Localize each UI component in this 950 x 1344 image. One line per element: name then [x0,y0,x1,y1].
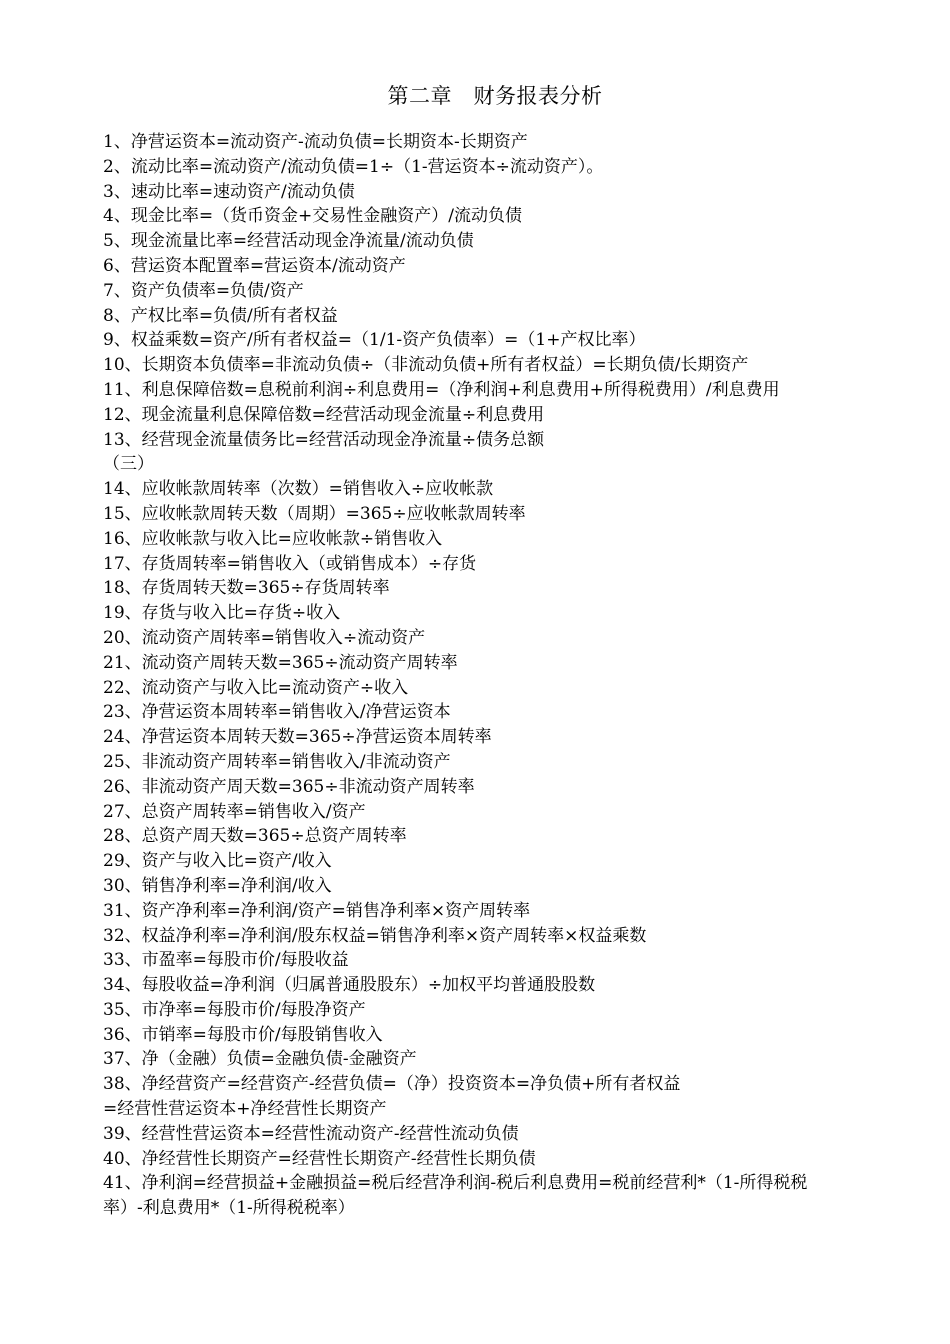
formula-line: 5、现金流量比率=经营活动现金净流量/流动负债 [103,231,474,252]
formula-line: 15、应收帐款周转天数（周期）=365÷应收帐款周转率 [103,503,526,524]
formula-line: 2、流动比率=流动资产/流动负债=1÷（1-营运资本÷流动资产）。 [103,156,604,177]
formula-line: 7、资产负债率=负债/资产 [103,280,304,301]
formula-line: 23、净营运资本周转率=销售收入/净营运资本 [103,702,451,723]
formula-line: 14、应收帐款周转率（次数）=销售收入÷应收帐款 [103,479,494,500]
formula-line: 27、总资产周转率=销售收入/资产 [103,801,366,822]
formula-line: 10、长期资本负债率=非流动负债÷（非流动负债+所有者权益）=长期负债/长期资产 [103,355,749,376]
formula-line: 26、非流动资产周天数=365÷非流动资产周转率 [103,776,475,797]
formula-line: 30、销售净利率=净利润/收入 [103,875,332,896]
page-title: 第二章 财务报表分析 [387,84,603,108]
formula-line: 13、经营现金流量债务比=经营活动现金净流量÷债务总额 [103,429,545,450]
formula-line: 33、市盈率=每股市价/每股收益 [103,950,349,971]
formula-continuation: 率）-利息费用*（1-所得税税率） [103,1198,355,1219]
formula-continuation: =经营性营运资本+净经营性长期资产 [103,1099,387,1120]
formula-line: 21、流动资产周转天数=365÷流动资产周转率 [103,652,458,673]
formula-line: 12、现金流量利息保障倍数=经营活动现金流量÷利息费用 [103,404,545,425]
formula-line: 25、非流动资产周转率=销售收入/非流动资产 [103,751,451,772]
formula-line: 31、资产净利率=净利润/资产=销售净利率×资产周转率 [103,900,531,921]
formula-line: 40、净经营性长期资产=经营性长期资产-经营性长期负债 [103,1148,536,1169]
formula-line: 4、现金比率=（货币资金+交易性金融资产）/流动负债 [103,206,523,227]
section-heading: （三） [103,454,154,475]
formula-line: 41、净利润=经营损益+金融损益=税后经营净利润-税后利息费用=税前经营利*（1-所得税税 [103,1173,808,1194]
formula-line: 16、应收帐款与收入比=应收帐款÷销售收入 [103,528,443,549]
formula-line: 6、营运资本配置率=营运资本/流动资产 [103,255,406,276]
formula-line: 9、权益乘数=资产/所有者权益=（1/1-资产负债率）=（1+产权比率） [103,330,646,351]
formula-line: 24、净营运资本周转天数=365÷净营运资本周转率 [103,727,492,748]
formula-line: 20、流动资产周转率=销售收入÷流动资产 [103,627,426,648]
formula-line: 34、每股收益=净利润（归属普通股股东）÷加权平均普通股股数 [103,975,596,996]
formula-line: 1、净营运资本=流动资产-流动负债=长期资本-长期资产 [103,132,528,152]
formula-list [103,130,903,1221]
formula-line: 32、权益净利率=净利润/股东权益=销售净利率×资产周转率×权益乘数 [103,925,647,946]
formula-line: 36、市销率=每股市价/每股销售收入 [103,1024,383,1045]
formula-line: 38、净经营资产=经营资产-经营负债=（净）投资资本=净负债+所有者权益 [103,1074,681,1095]
formula-line: 22、流动资产与收入比=流动资产÷收入 [103,677,409,698]
formula-line: 11、利息保障倍数=息税前利润÷利息费用=（净利润+利息费用+所得税费用）/利息费用 [103,379,780,400]
formula-line: 37、净（金融）负债=金融负债-金融资产 [103,1049,417,1070]
formula-line: 19、存货与收入比=存货÷收入 [103,603,341,624]
formula-line: 17、存货周转率=销售收入（或销售成本）÷存货 [103,553,477,574]
formula-line: 18、存货周转天数=365÷存货周转率 [103,578,390,599]
formula-line: 35、市净率=每股市价/每股净资产 [103,999,366,1020]
formula-line: 29、资产与收入比=资产/收入 [103,851,332,872]
formula-line: 39、经营性营运资本=经营性流动资产-经营性流动负债 [103,1123,519,1144]
formula-line: 8、产权比率=负债/所有者权益 [103,305,338,326]
formula-line: 3、速动比率=速动资产/流动负债 [103,181,355,202]
formula-line: 28、总资产周天数=365÷总资产周转率 [103,826,407,847]
